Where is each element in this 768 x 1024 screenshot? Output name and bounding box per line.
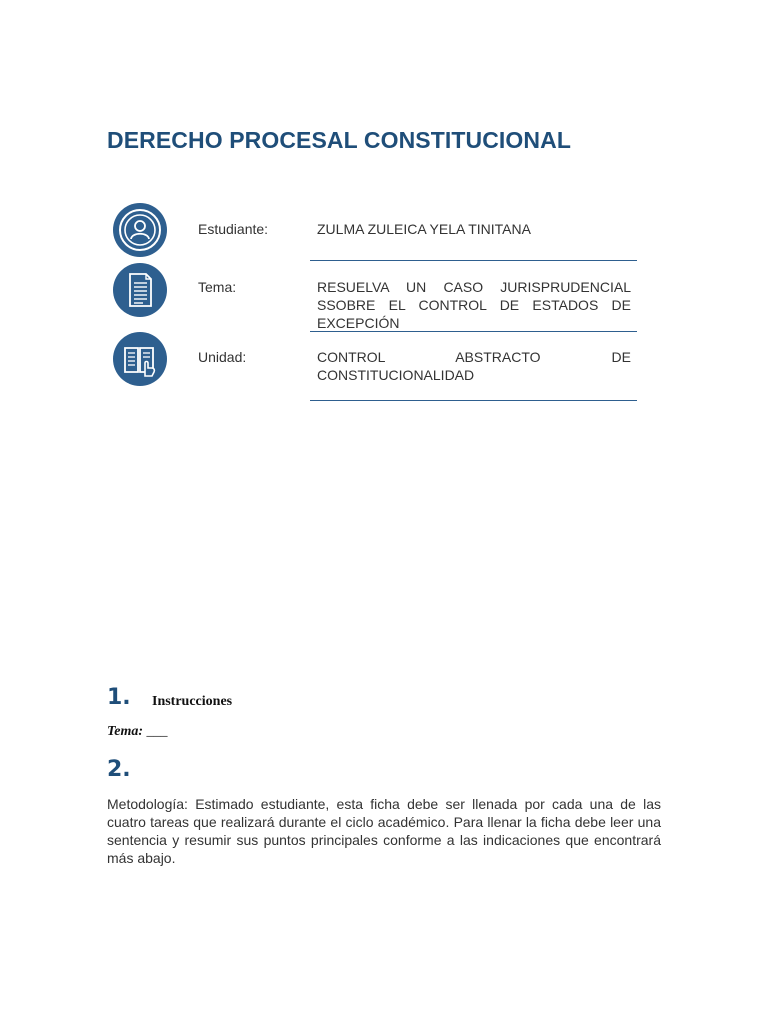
student-label: Estudiante:: [198, 221, 269, 237]
unit-label: Unidad:: [198, 349, 247, 365]
tema-blank: ___: [146, 724, 168, 739]
document-list-icon: [113, 263, 167, 317]
topic-label: Tema:: [198, 279, 237, 295]
tema-line: [107, 724, 168, 740]
student-value: ZULMA ZULEICA YELA TINITANA: [317, 221, 531, 237]
section-1-number: 1.: [107, 685, 131, 710]
student-avatar-icon: [113, 203, 167, 257]
reading-book-icon: [113, 332, 167, 386]
methodology-paragraph: Metodología: Estimado estudiante, esta ficha debe ser llenada por cada una de las cuatro tareas que realizará durante el ciclo académico. Para llenar la ficha debe leer una sentencia y resumir sus puntos principales conforme a las indicaciones que encontrará más abajo.: [107, 796, 661, 866]
topic-value: RESUELVA UN CASO JURISPRUDENCIAL SSOBRE EL CONTROL DE ESTADOS DE EXCEPCIÓN: [317, 279, 631, 331]
topic-divider: [310, 331, 637, 332]
student-divider: [310, 260, 637, 261]
section-2-number: 2.: [107, 757, 131, 782]
document-title: DERECHO PROCESAL CONSTITUCIONAL: [107, 127, 571, 153]
tema-label: Tema:: [107, 724, 144, 739]
unit-divider: [310, 400, 637, 401]
unit-value: CONTROL ABSTRACTO DE CONSTITUCIONALIDAD: [317, 349, 631, 383]
section-1-title: Instrucciones: [152, 694, 233, 709]
